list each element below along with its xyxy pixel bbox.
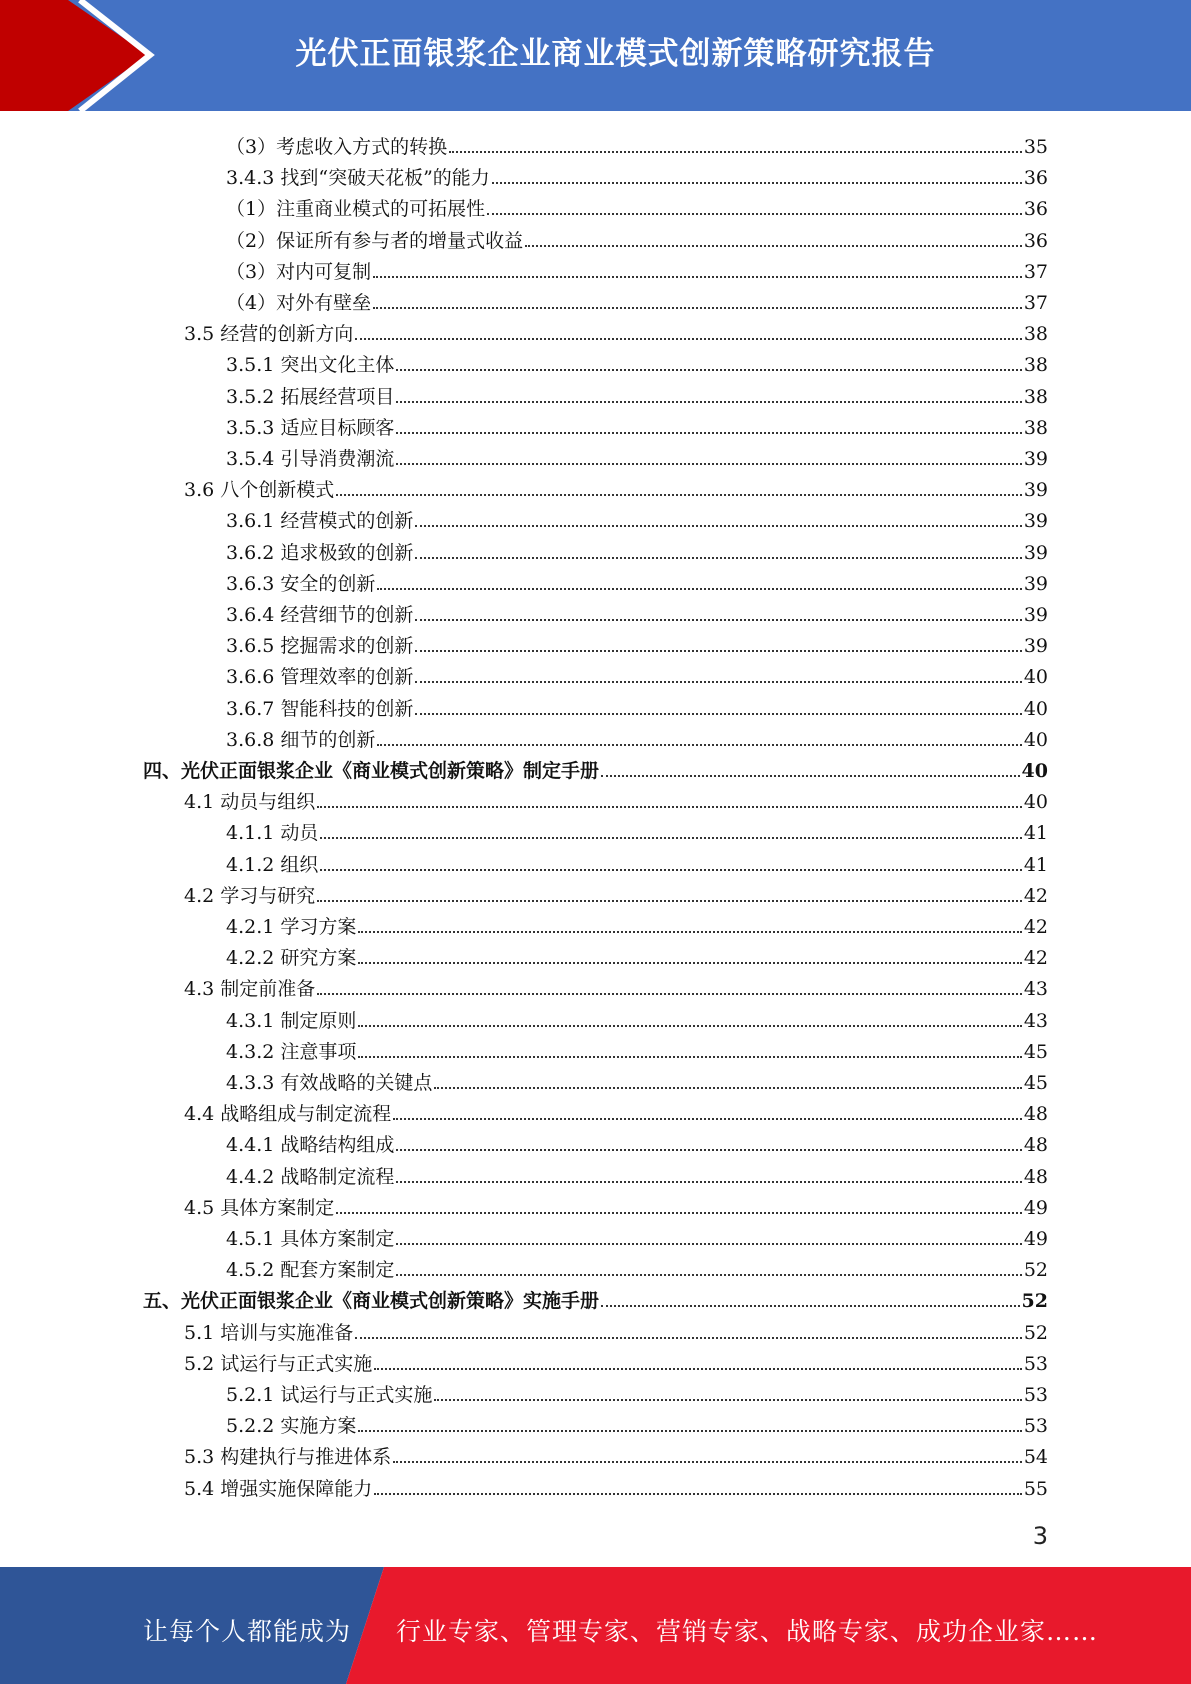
toc-entry-page: 52 <box>1021 1290 1048 1313</box>
toc-entry-page: 53 <box>1023 1352 1048 1375</box>
toc-dot-leader <box>377 588 1021 590</box>
toc-entry-page: 38 <box>1023 323 1048 346</box>
toc-entry-label: 5.2.1 试运行与正式实施 <box>226 1384 433 1406</box>
toc-entry-label: 四、光伏正面银浆企业《商业模式创新策略》制定手册 <box>143 760 600 782</box>
toc-entry-page: 39 <box>1023 635 1048 658</box>
toc-entry-page: 54 <box>1023 1446 1048 1469</box>
toc-entry-page: 48 <box>1023 1103 1048 1126</box>
toc-dot-leader <box>396 401 1021 403</box>
page-header <box>0 0 1191 111</box>
toc-entry[interactable] <box>226 627 1048 658</box>
toc-entry-label: 4.4 战略组成与制定流程 <box>184 1103 392 1126</box>
toc-entry-label: 五、光伏正面银浆企业《商业模式创新策略》实施手册 <box>143 1290 600 1313</box>
toc-dot-leader <box>396 1243 1021 1245</box>
toc-entry-page: 37 <box>1023 292 1048 314</box>
toc-entry[interactable] <box>226 1251 1048 1282</box>
toc-entry-page: 42 <box>1023 884 1048 907</box>
toc-entry-page: 39 <box>1023 448 1048 470</box>
toc-entry-label: 4.1.2 组织 <box>226 853 319 876</box>
toc-entry[interactable] <box>184 1345 1048 1376</box>
toc-entry-label: 5.1 培训与实施准备 <box>184 1321 354 1344</box>
toc-entry[interactable] <box>226 502 1048 533</box>
toc-entry-label: 3.6 八个创新模式 <box>184 479 335 502</box>
toc-entry-page: 40 <box>1023 666 1048 689</box>
toc-entry-page: 40 <box>1023 791 1048 814</box>
toc-dot-leader <box>396 1149 1021 1151</box>
toc-entry-label: 4.3 制定前准备 <box>184 978 316 1001</box>
toc-dot-leader <box>374 1368 1022 1370</box>
page-number: 3 <box>1032 1522 1048 1550</box>
toc-entry-label: 5.2.2 实施方案 <box>226 1415 357 1438</box>
toc-entry-label: 3.6.1 经营模式的创新 <box>226 510 414 533</box>
toc-entry-page: 52 <box>1023 1321 1048 1344</box>
toc-entry-page: 40 <box>1021 760 1048 782</box>
toc-entry[interactable] <box>226 565 1048 596</box>
toc-dot-leader <box>320 869 1021 871</box>
toc-entry[interactable] <box>143 1282 1048 1313</box>
toc-entry-page: 40 <box>1023 697 1048 720</box>
toc-entry[interactable] <box>184 471 1048 502</box>
toc-entry-label: 3.5.3 适应目标顾客 <box>226 416 395 439</box>
toc-entry-page: 36 <box>1023 167 1048 190</box>
toc-dot-leader <box>317 900 1022 902</box>
toc-dot-leader <box>396 432 1021 434</box>
toc-entry-label: 5.3 构建执行与推进体系 <box>184 1446 392 1469</box>
toc-dot-leader <box>373 276 1022 278</box>
toc-entry[interactable] <box>226 1376 1048 1407</box>
toc-dot-leader <box>317 993 1022 995</box>
toc-dot-leader <box>415 525 1021 527</box>
toc-entry-page: 42 <box>1023 916 1048 938</box>
toc-entry-page: 38 <box>1023 416 1048 439</box>
toc-dot-leader <box>396 369 1021 371</box>
toc-entry[interactable] <box>226 1220 1048 1251</box>
toc-entry[interactable] <box>226 534 1048 565</box>
toc-entry-label: 3.5.1 突出文化主体 <box>226 354 395 377</box>
toc-entry-label: （4）对外有壁垒 <box>226 292 372 314</box>
toc-entry-label: 4.2 学习与研究 <box>184 884 316 907</box>
toc-entry-label: 4.3.1 制定原则 <box>226 1009 357 1032</box>
toc-entry-page: 37 <box>1023 260 1048 283</box>
toc-entry-page: 42 <box>1023 947 1048 970</box>
toc-dot-leader <box>601 1305 1020 1307</box>
toc-entry-label: （3）对内可复制 <box>226 260 372 283</box>
toc-entry[interactable] <box>184 970 1048 1001</box>
toc-entry-label: 4.2.1 学习方案 <box>226 916 357 938</box>
toc-entry[interactable] <box>184 783 1048 814</box>
toc-entry-label: 4.4.1 战略结构组成 <box>226 1134 395 1157</box>
toc-entry-page: 39 <box>1023 479 1048 502</box>
toc-entry[interactable] <box>226 814 1048 845</box>
toc-entry-label: 4.1 动员与组织 <box>184 791 316 814</box>
toc-entry-page: 49 <box>1023 1228 1048 1250</box>
toc-dot-leader <box>358 1430 1021 1432</box>
toc-dot-leader <box>358 1025 1021 1027</box>
toc-entry-label: 3.6.5 挖掘需求的创新 <box>226 635 414 658</box>
toc-dot-leader <box>355 338 1022 340</box>
toc-entry-page: 39 <box>1023 510 1048 533</box>
toc-entry-label: 3.5 经营的创新方向 <box>184 323 354 346</box>
toc-dot-leader <box>434 1087 1021 1089</box>
toc-entry-label: 5.2 试运行与正式实施 <box>184 1352 373 1375</box>
toc-entry[interactable] <box>226 1064 1048 1095</box>
footer-slogan-right: 行业专家、管理专家、营销专家、战略专家、成功企业家…… <box>396 1617 1099 1646</box>
toc-entry-page: 49 <box>1023 1196 1048 1219</box>
toc-dot-leader <box>434 1399 1021 1401</box>
toc-entry-page: 45 <box>1023 1072 1048 1094</box>
toc-dot-leader <box>525 245 1022 247</box>
toc-entry[interactable] <box>226 284 1048 315</box>
toc-entry-label: （3）考虑收入方式的转换 <box>226 136 448 158</box>
toc-dot-leader <box>377 744 1021 746</box>
toc-entry-page: 48 <box>1023 1165 1048 1188</box>
toc-entry[interactable] <box>226 440 1048 471</box>
toc-dot-leader <box>393 1118 1022 1120</box>
toc-dot-leader <box>415 713 1021 715</box>
toc-entry[interactable] <box>184 877 1048 908</box>
toc-entry[interactable] <box>184 1438 1048 1469</box>
toc-dot-leader <box>358 962 1021 964</box>
toc-entry[interactable] <box>226 1158 1048 1189</box>
toc-entry[interactable] <box>226 1407 1048 1438</box>
toc-dot-leader <box>396 1274 1021 1276</box>
toc-entry-page: 35 <box>1023 136 1048 158</box>
toc-dot-leader <box>415 557 1021 559</box>
toc-entry[interactable] <box>184 1095 1048 1126</box>
toc-entry-label: 3.6.2 追求极致的创新 <box>226 541 414 564</box>
toc-entry[interactable] <box>226 1033 1048 1064</box>
toc-entry[interactable] <box>226 409 1048 440</box>
toc-entry[interactable] <box>226 190 1048 221</box>
toc-entry-page: 39 <box>1023 604 1048 626</box>
toc-entry-label: 3.6.8 细节的创新 <box>226 728 376 751</box>
toc-entry-label: 4.3.3 有效战略的关键点 <box>226 1072 433 1094</box>
toc-entry-label: 3.6.3 安全的创新 <box>226 572 376 595</box>
toc-entry-label: 4.5.1 具体方案制定 <box>226 1228 395 1250</box>
toc-entry-page: 45 <box>1023 1040 1048 1063</box>
toc-entry-page: 43 <box>1023 978 1048 1001</box>
toc-entry-page: 53 <box>1023 1415 1048 1438</box>
toc-entry-page: 41 <box>1023 853 1048 876</box>
toc-dot-leader <box>336 1212 1022 1214</box>
toc-dot-leader <box>374 1493 1022 1495</box>
toc-entry[interactable] <box>226 346 1048 377</box>
toc-dot-leader <box>601 775 1020 777</box>
toc-entry[interactable] <box>226 908 1048 939</box>
toc-dot-leader <box>373 307 1022 309</box>
toc-entry-page: 38 <box>1023 354 1048 377</box>
toc-entry-page: 41 <box>1023 822 1048 845</box>
toc-dot-leader <box>320 837 1021 839</box>
toc-entry-page: 43 <box>1023 1009 1048 1032</box>
toc-dot-leader <box>358 931 1021 933</box>
toc-dot-leader <box>492 182 1022 184</box>
toc-entry[interactable] <box>226 658 1048 689</box>
toc-entry-label: 3.4.3 找到“突破天花板”的能力 <box>226 167 490 190</box>
toc-entry[interactable] <box>226 690 1048 721</box>
toc-dot-leader <box>336 494 1022 496</box>
toc-entry-page: 38 <box>1023 385 1048 408</box>
toc-entry-page: 39 <box>1023 541 1048 564</box>
toc-entry-page: 39 <box>1023 572 1048 595</box>
toc-dot-leader <box>415 650 1021 652</box>
toc-dot-leader <box>415 619 1021 621</box>
toc-dot-leader <box>449 151 1022 153</box>
toc-entry-label: 4.5 具体方案制定 <box>184 1196 335 1219</box>
toc-entry-label: 3.5.4 引导消费潮流 <box>226 448 395 470</box>
toc-dot-leader <box>396 1181 1021 1183</box>
toc-entry[interactable] <box>143 752 1048 783</box>
toc-dot-leader <box>355 1337 1022 1339</box>
toc-entry-page: 52 <box>1023 1259 1048 1282</box>
toc-entry[interactable] <box>184 315 1048 346</box>
toc-entry-label: （2）保证所有参与者的增量式收益 <box>226 229 524 252</box>
toc-entry-page: 36 <box>1023 198 1048 221</box>
toc-entry[interactable] <box>184 1189 1048 1220</box>
toc-entry-page: 55 <box>1023 1477 1048 1500</box>
toc-entry[interactable] <box>226 378 1048 409</box>
toc-dot-leader <box>487 213 1022 215</box>
toc-entry-label: 4.5.2 配套方案制定 <box>226 1259 395 1282</box>
toc-entry[interactable] <box>184 1314 1048 1345</box>
toc-entry-label: 3.5.2 拓展经营项目 <box>226 385 395 408</box>
toc-entry-label: 4.4.2 战略制定流程 <box>226 1165 395 1188</box>
toc-entry[interactable] <box>226 1002 1048 1033</box>
page-footer <box>0 1567 1191 1684</box>
toc-entry[interactable] <box>226 939 1048 970</box>
toc-entry[interactable] <box>226 222 1048 253</box>
toc-entry-page: 36 <box>1023 229 1048 252</box>
toc-dot-leader <box>415 681 1021 683</box>
toc-entry[interactable] <box>226 1126 1048 1157</box>
toc-entry-label: 3.6.6 管理效率的创新 <box>226 666 414 689</box>
report-title: 光伏正面银浆企业商业模式创新策略研究报告 <box>295 36 936 72</box>
toc-entry[interactable] <box>226 846 1048 877</box>
toc-entry-label: 4.1.1 动员 <box>226 822 319 845</box>
toc-entry-label: 5.4 增强实施保障能力 <box>184 1477 373 1500</box>
toc-entry-label: 4.2.2 研究方案 <box>226 947 357 970</box>
toc-entry-label: 4.3.2 注意事项 <box>226 1040 357 1063</box>
toc-entry-page: 40 <box>1023 728 1048 751</box>
toc-entry-page: 53 <box>1023 1384 1048 1406</box>
toc-entry[interactable] <box>226 596 1048 627</box>
toc-entry[interactable] <box>226 128 1048 159</box>
toc-entry-page: 48 <box>1023 1134 1048 1157</box>
toc-dot-leader <box>317 806 1022 808</box>
footer-slogan-left: 让每个人都能成为 <box>143 1617 352 1646</box>
toc-entry-label: 3.6.7 智能科技的创新 <box>226 697 414 720</box>
toc-dot-leader <box>358 1056 1021 1058</box>
toc-entry[interactable] <box>184 1470 1048 1501</box>
toc-entry[interactable] <box>226 721 1048 752</box>
toc-entry[interactable] <box>226 159 1048 190</box>
toc-entry-label: 3.6.4 经营细节的创新 <box>226 604 414 626</box>
toc-entry[interactable] <box>226 253 1048 284</box>
toc-dot-leader <box>393 1461 1022 1463</box>
toc-entry-label: （1）注重商业模式的可拓展性 <box>226 198 486 221</box>
toc-dot-leader <box>396 463 1021 465</box>
